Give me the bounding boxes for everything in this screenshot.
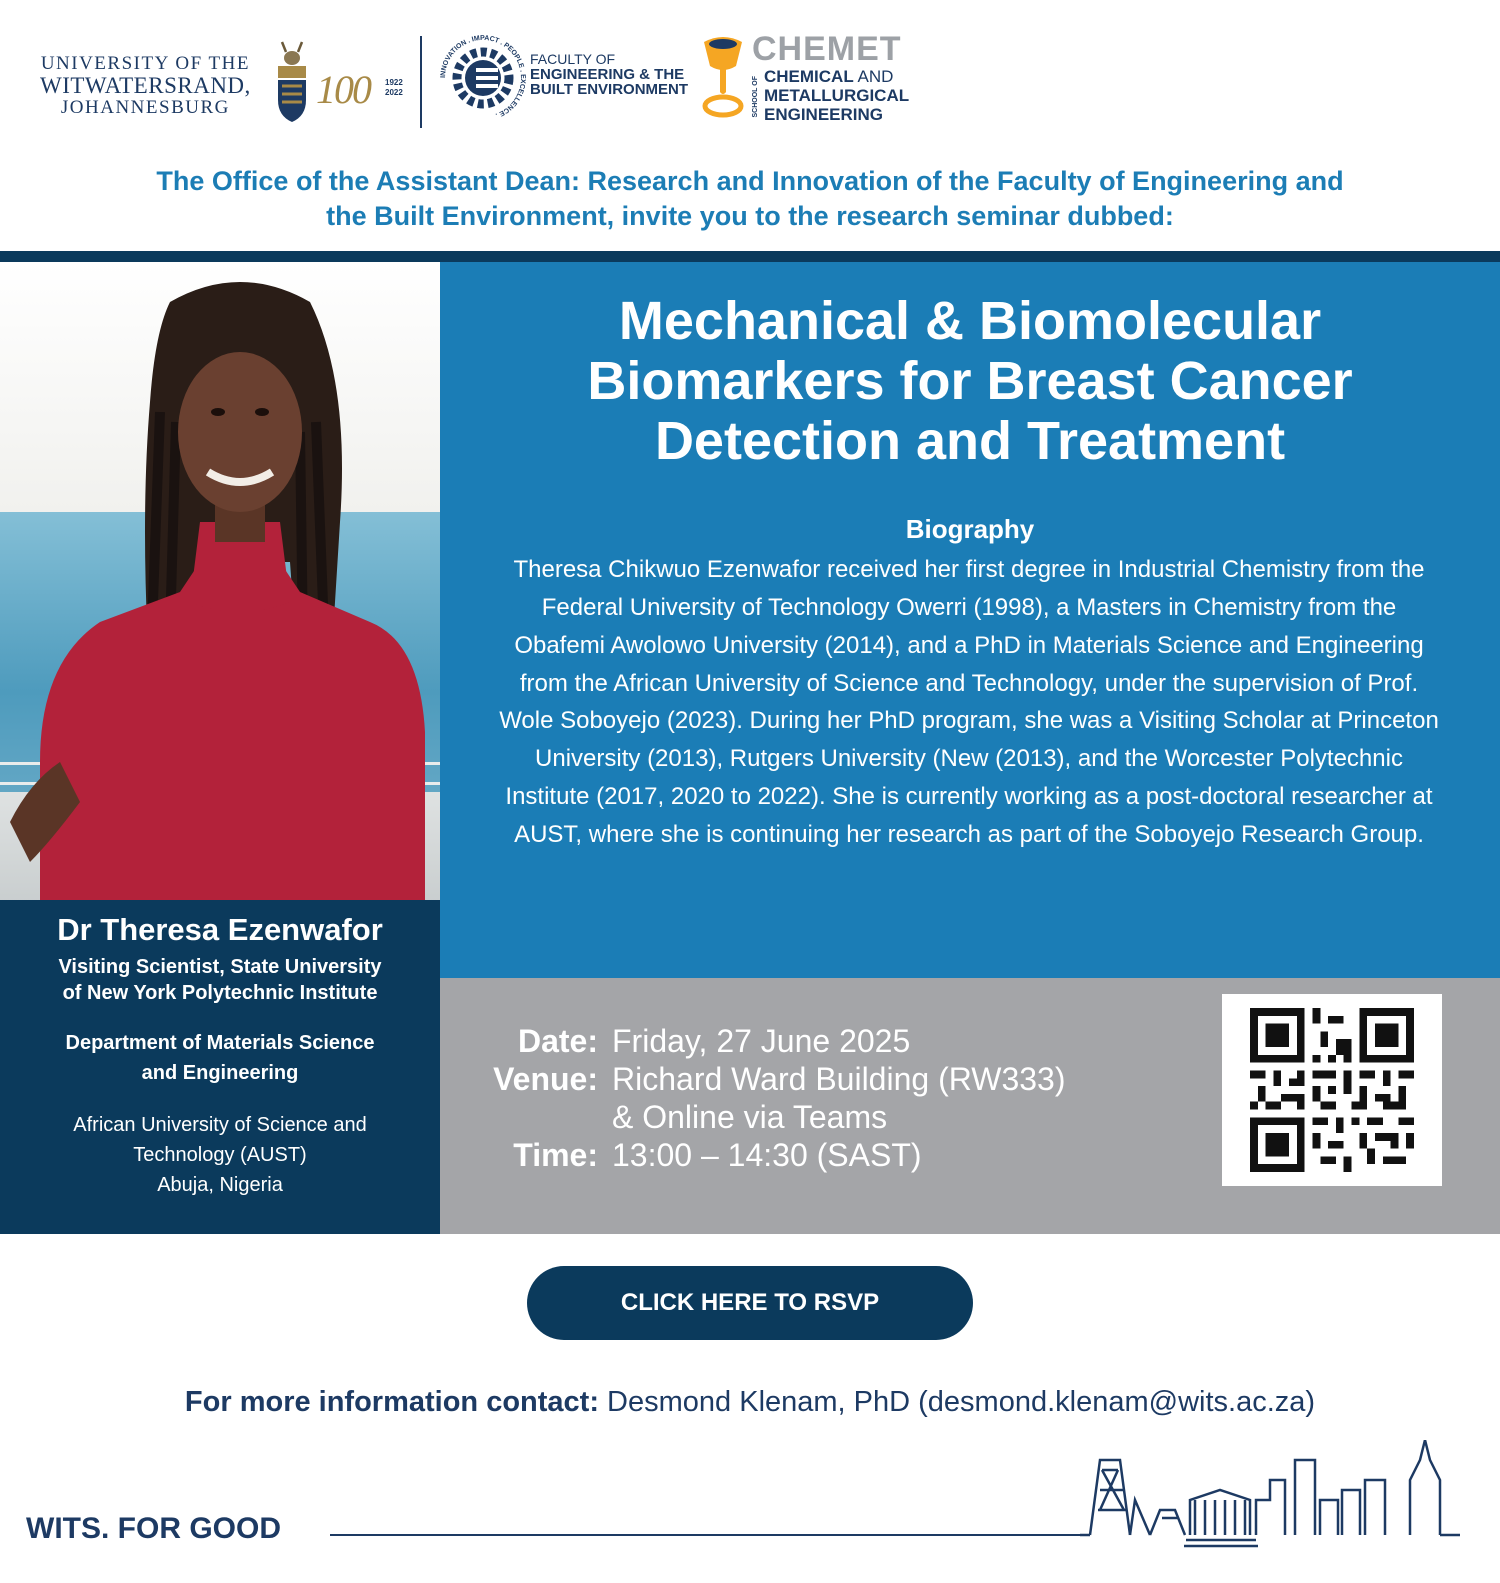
logo-divider <box>420 36 422 128</box>
invitation-text <box>40 164 1460 234</box>
speaker-photo <box>0 262 440 900</box>
seminar-title-line-2: Biomarkers for Breast Cancer <box>587 350 1353 411</box>
venue-line-1: Richard Ward Building (RW333) <box>612 1061 1066 1097</box>
time-value: 13:00 – 14:30 (SAST) <box>612 1137 922 1173</box>
speaker-dept-line-2: and Engineering <box>141 1062 299 1084</box>
speaker-inst-line-3: Abuja, Nigeria <box>157 1174 283 1196</box>
centenary-year-start: 1922 <box>385 78 403 87</box>
biography-text: Theresa Chikwuo Ezenwafor received her first degree in Industrial Chemistry from the Federal University of Technology Owerri (1998), a Masters in Chemistry from the Obafemi Awolowo University (2014), and a PhD in Materials Science and Engineering from the African University of Science and Technology, under the supervision of Prof. Wole Soboyejo (2023). During her PhD program, she was a Visiting Scholar at Princeton University (2013), Rutgers University (New (2013), and the Worcester Polytechnic Institute (2017, 2020 to 2022). She is currently working as a post-doctoral researcher at AUST, where she is continuing her research as part of the Soboyejo Research Group. <box>499 555 1439 849</box>
rsvp-button[interactable]: CLICK HERE TO RSVP <box>527 1266 973 1340</box>
venue-value <box>612 1060 1132 1137</box>
faculty-gear-icon <box>438 32 528 124</box>
speaker-role-line-1: Visiting Scientist, State University <box>58 956 382 978</box>
footer-slogan: WITS. FOR GOOD <box>26 1512 281 1545</box>
chemet-line-1 <box>752 68 909 85</box>
contact-prefix: For more information contact: <box>184 1386 599 1418</box>
speaker-role <box>0 954 440 1006</box>
speaker-institution <box>0 1110 440 1200</box>
invitation-line-2: the Built Environment, invite you to the research seminar dubbed: <box>326 201 1174 232</box>
venue-line-2: & Online via Teams <box>612 1099 888 1136</box>
centenary-years <box>385 78 403 99</box>
faculty-line-1: FACULTY OF <box>530 51 616 67</box>
chemet-line-3: ENGINEERING <box>764 105 884 124</box>
wits-line-1: UNIVERSITY OF THE <box>40 53 250 74</box>
speaker-role-line-2: of New York Polytechnic Institute <box>62 982 378 1004</box>
top-divider-bar <box>0 251 1500 262</box>
chemet-line-1-bold: CHEMICAL <box>764 67 854 86</box>
faculty-wordmark <box>530 52 688 98</box>
chemet-line-2: METALLURGICAL <box>764 86 910 105</box>
seminar-title-line-1: Mechanical & Biomolecular <box>618 291 1322 351</box>
seminar-panel <box>440 262 1500 978</box>
speaker-panel <box>0 900 440 1234</box>
wits-crest-icon <box>272 38 312 124</box>
rsvp-qr-code[interactable] <box>1222 994 1442 1186</box>
date-value: Friday, 27 June 2025 <box>612 1023 911 1059</box>
biography-heading: Biography <box>905 513 1035 544</box>
header-logos <box>40 28 1040 138</box>
faculty-ring-text: INNOVATION . IMPACT . PEOPLE . EXCELLENCE . <box>439 34 527 119</box>
seminar-title <box>440 292 1500 472</box>
johannesburg-skyline-icon <box>1080 1440 1480 1560</box>
chemet-wordmark <box>752 32 909 123</box>
faculty-line-3: BUILT ENVIRONMENT <box>530 81 689 99</box>
seminar-title-line-3: Detection and Treatment <box>654 410 1286 471</box>
time-row <box>440 1136 1132 1174</box>
date-row <box>440 1022 1132 1060</box>
wits-line-3: JOHANNESBURG <box>60 97 230 119</box>
event-details-panel <box>440 978 1500 1234</box>
centenary-number: 100 <box>316 67 370 112</box>
centenary-year-end: 2022 <box>385 88 403 98</box>
speaker-department <box>0 1028 440 1088</box>
chemet-line-1-rest: AND <box>853 67 894 86</box>
speaker-name: Dr Theresa Ezenwafor <box>57 912 383 947</box>
time-label: Time: <box>513 1137 598 1173</box>
contact-value[interactable]: Desmond Klenam, PhD (desmond.klenam@wits.ac.za) <box>599 1386 1316 1418</box>
chemet-school-label: SCHOOL OF <box>752 76 759 118</box>
wits-wordmark <box>40 54 251 118</box>
chemet-crucible-icon <box>700 34 746 120</box>
faculty-line-2: ENGINEERING & THE <box>530 65 685 83</box>
footer-line <box>330 1534 1090 1536</box>
invitation-line-1: The Office of the Assistant Dean: Research and Innovation of the Faculty of Engineering and <box>156 166 1344 196</box>
speaker-inst-line-1: African University of Science and <box>73 1114 367 1136</box>
date-label: Date: <box>517 1023 598 1059</box>
speaker-dept-line-1: Department of Materials Science <box>65 1032 375 1054</box>
venue-label: Venue: <box>493 1061 598 1097</box>
speaker-portrait-icon <box>0 262 440 900</box>
speaker-inst-line-2: Technology (AUST) <box>133 1144 307 1166</box>
chemet-acronym: CHEMET <box>752 30 902 68</box>
venue-row <box>440 1060 1132 1137</box>
wits-line-2: WITWATERSRAND, <box>40 72 251 98</box>
qr-code-icon <box>1248 1008 1416 1172</box>
contact-info <box>0 1386 1500 1419</box>
